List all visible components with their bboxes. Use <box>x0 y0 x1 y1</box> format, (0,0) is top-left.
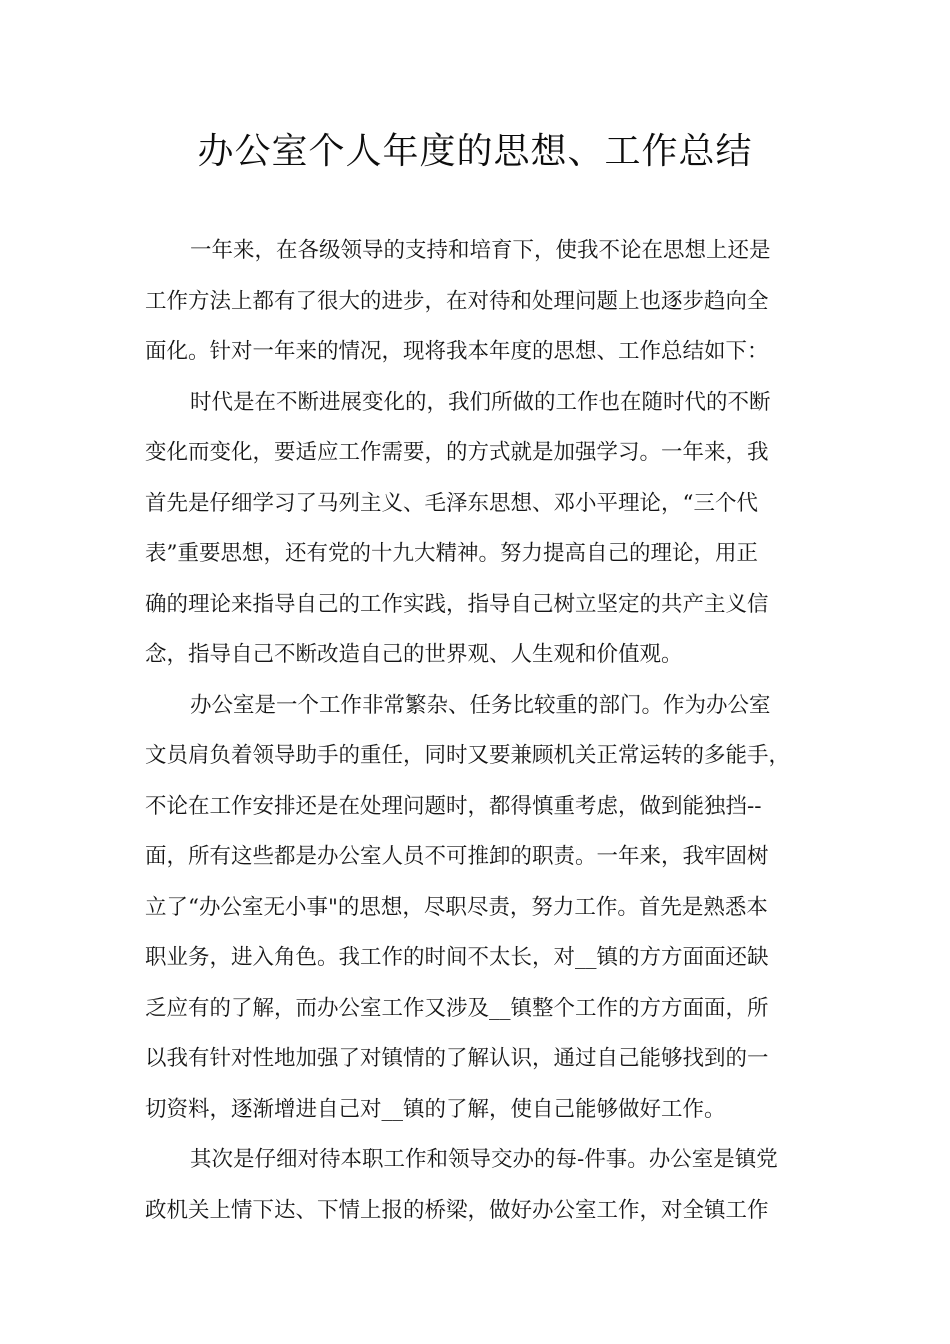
text-line: 变化而变化，要适应工作需要，的方式就是加强学习。一年来，我 <box>145 440 769 465</box>
document-body <box>145 226 815 1236</box>
text-line: 以我有针对性地加强了对镇情的了解认识，通过自己能够找到的一 <box>145 1046 769 1071</box>
paragraph-first-line: 办公室是一个工作非常繁杂、任务比较重的部门。作为办公室 <box>190 692 771 718</box>
text-line: 首先是仔细学习了马列主义、毛泽东思想、邓小平理论，“三个代 <box>145 490 758 516</box>
text-line: 不论在工作安排还是在处理问题时，都得慎重考虑，做到能独挡-- <box>145 793 762 819</box>
text-line: 工作方法上都有了很大的进步，在对待和处理问题上也逐步趋向全 <box>145 288 769 314</box>
text-line: 确的理论来指导自己的工作实践，指导自己树立坚定的共产主义信 <box>145 591 769 617</box>
text-line: 政机关上情下达、下情上报的桥梁，做好办公室工作，对全镇工作 <box>145 1197 769 1223</box>
text-line: 职业务，进入角色。我工作的时间不太长，对__镇的方方面面还缺 <box>145 945 769 970</box>
paragraph-first-line: 其次是仔细对待本职工作和领导交办的每-件事。办公室是镇党 <box>190 1147 778 1172</box>
text-line: 面化。针对一年来的情况，现将我本年度的思想、工作总结如下： <box>145 339 769 364</box>
document-title: 办公室个人年度的思想、工作总结 <box>197 131 753 172</box>
text-line: 念，指导自己不断改造自己的世界观、人生观和价值观。 <box>145 642 683 667</box>
text-line: 立了“办公室无小事"的思想，尽职尽责，努力工作。首先是熟悉本 <box>145 894 768 920</box>
text-line: 表”重要思想，还有党的十九大精神。努力提高自己的理论，用正 <box>145 541 758 566</box>
text-line: 切资料，逐渐增进自己对__镇的了解，使自己能够做好工作。 <box>145 1096 726 1122</box>
paragraph-first-line: 时代是在不断进展变化的，我们所做的工作也在随时代的不断 <box>190 389 771 415</box>
text-line: 面，所有这些都是办公室人员不可推卸的职责。一年来，我牢固树 <box>145 844 769 869</box>
paragraph-first-line: 一年来，在各级领导的支持和培育下，使我不论在思想上还是 <box>190 238 771 263</box>
text-line: 文员肩负着领导助手的重任，同时又要兼顾机关正常运转的多能手， <box>145 743 791 768</box>
text-line: 乏应有的了解，而办公室工作又涉及__镇整个工作的方方面面，所 <box>145 995 769 1021</box>
